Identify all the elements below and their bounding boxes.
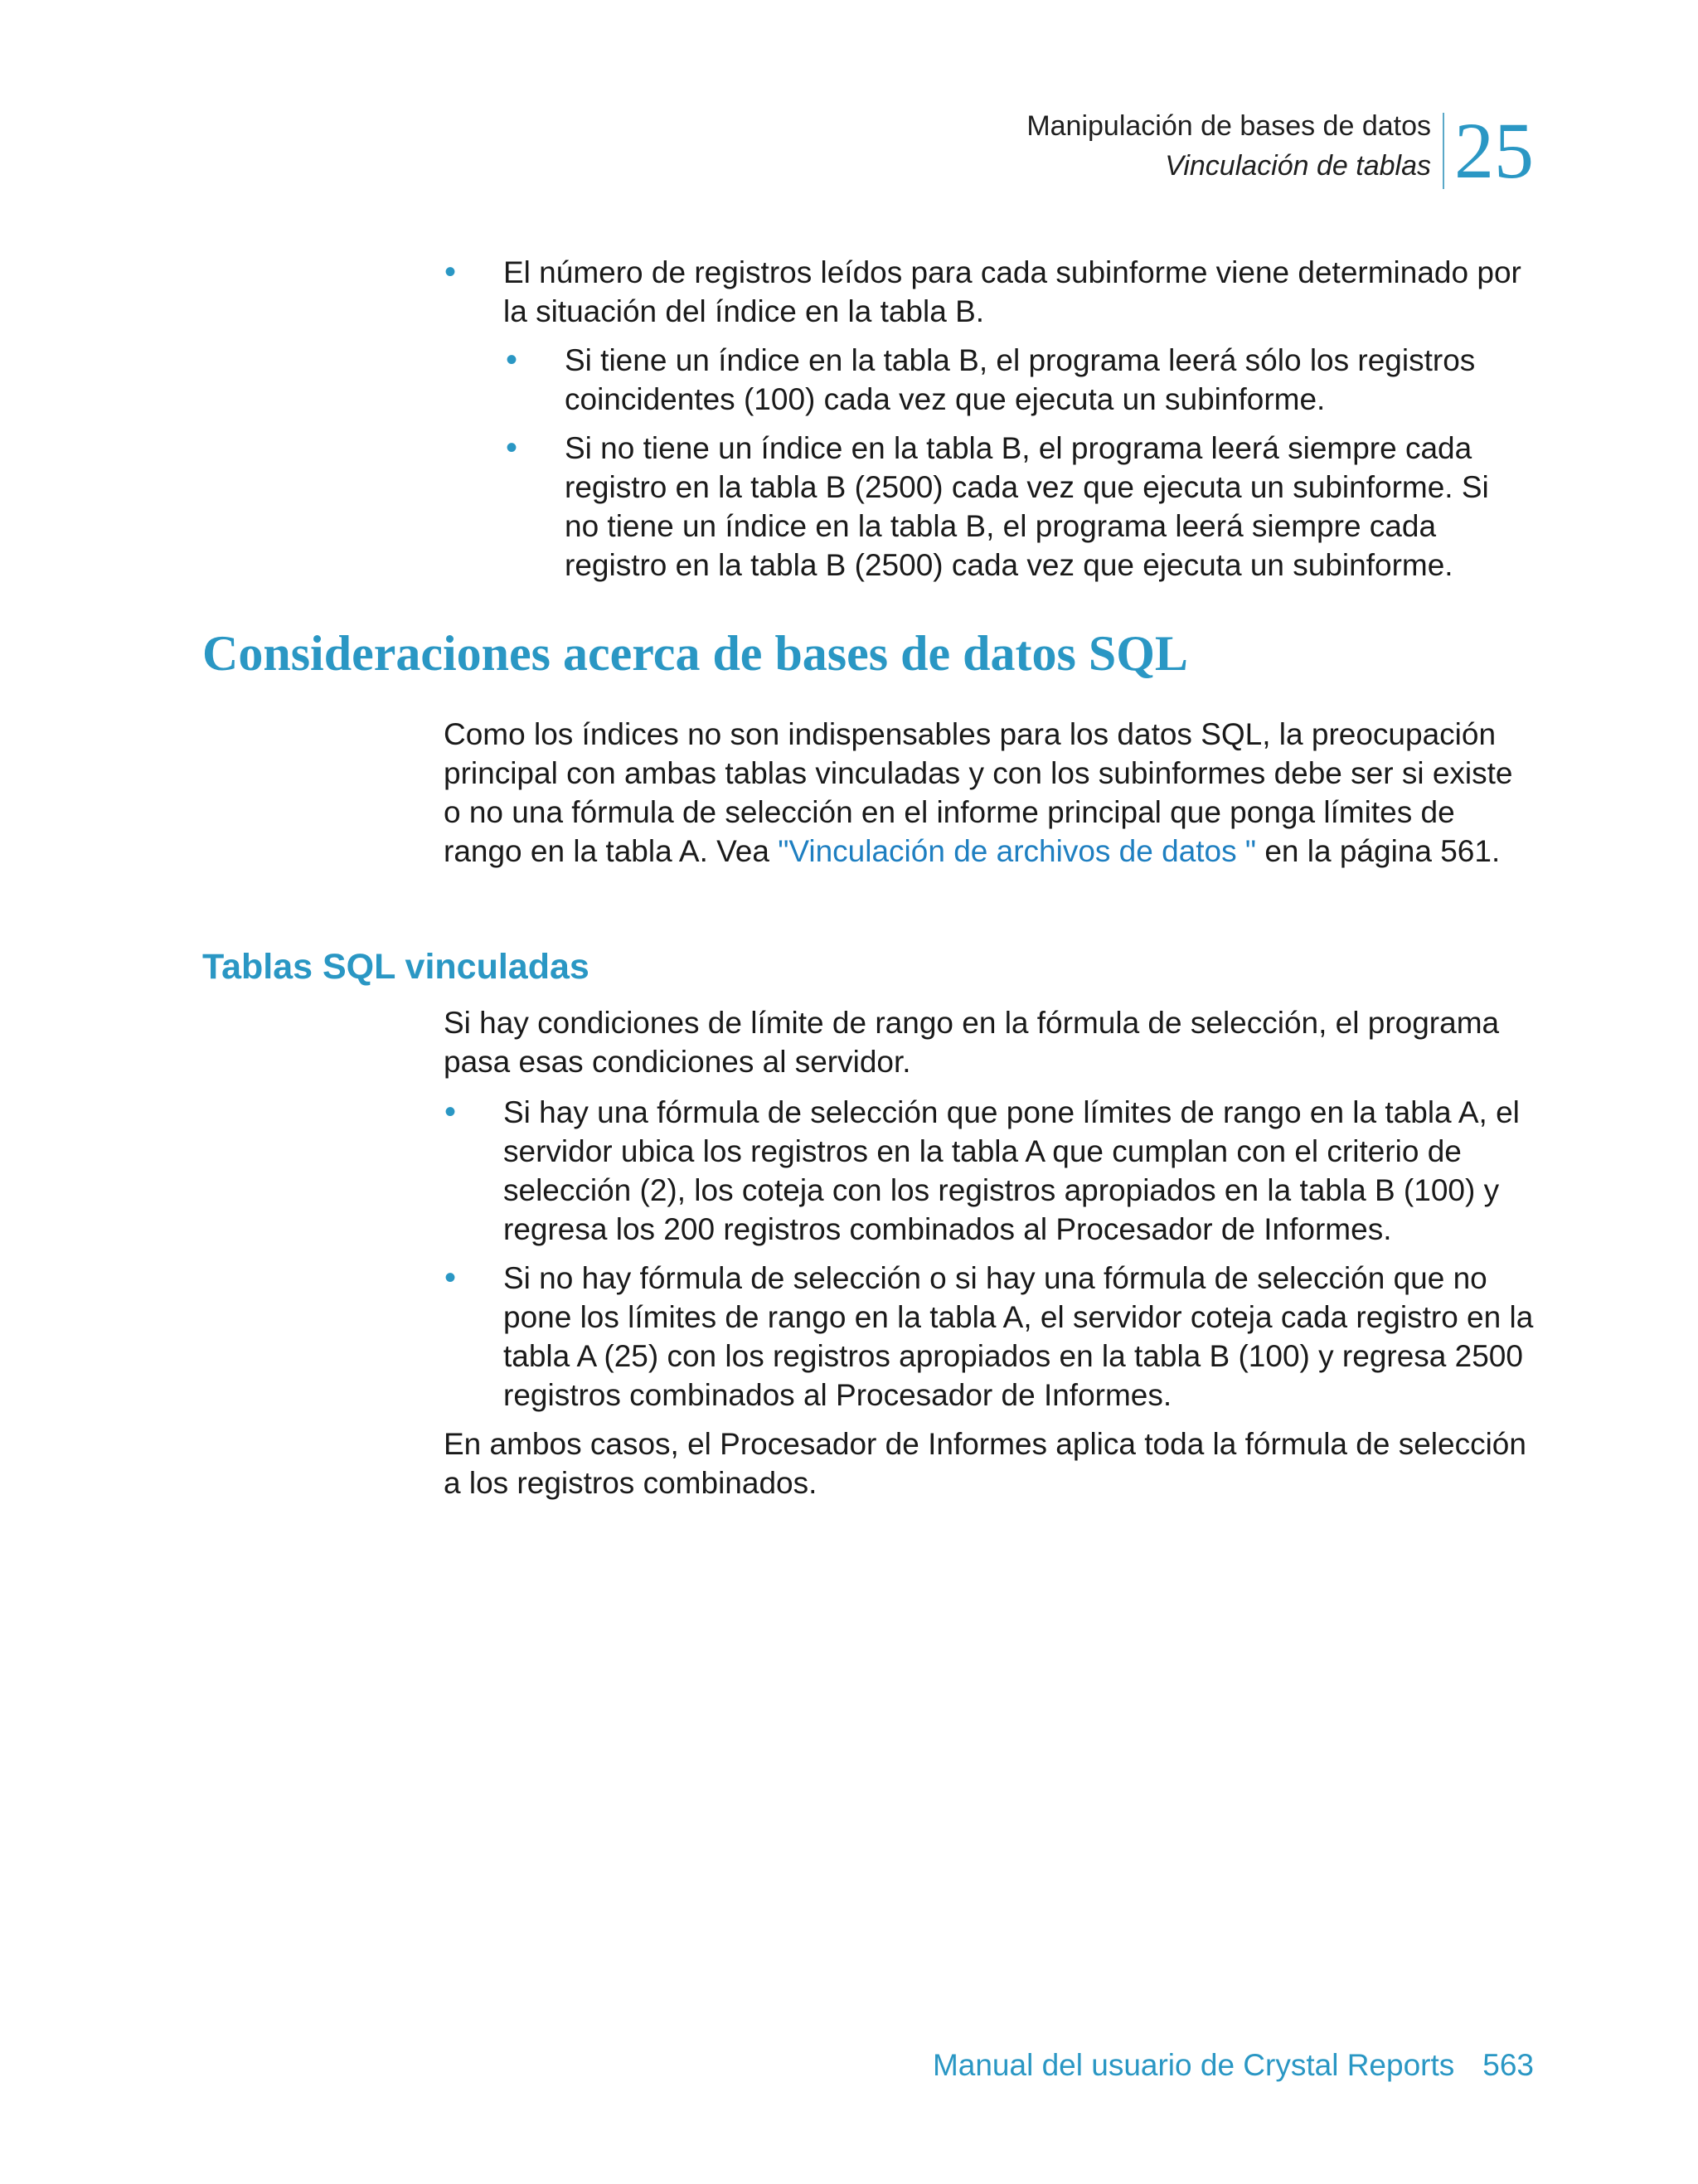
- list-item-text: Si tiene un índice en la tabla B, el programa leerá sólo los registros coincidentes (100) cada vez que ejecuta un subinforme.: [565, 343, 1476, 416]
- section-title: Vinculación de tablas: [1165, 150, 1431, 182]
- list-item-text: Si hay una fórmula de selección que pone límites de rango en la tabla A, el servidor ubica los registros en la tabla A que cumplan con el criterio de selección (2), los coteja con los registros apropiados en la tabla B (100) y regresa los 200 registros combinados al Procesador de Informes.: [503, 1095, 1520, 1246]
- chapter-number: 25: [1454, 106, 1534, 195]
- list-item-text: El número de registros leídos para cada subinforme viene determinado por la situación del índice en la tabla B.: [503, 255, 1521, 328]
- list-item: [506, 341, 1531, 419]
- bullet-icon: •: [444, 1094, 457, 1130]
- bullet-icon: •: [506, 342, 518, 378]
- paragraph-text: Como los índices no son indispensables para los datos SQL, la preocupación principal con ambas tablas vinculadas y con los subinformes debe ser si existe o no una fórmula de selección en el informe principal que ponga límites de rango en la tabla A. Vea: [444, 717, 1513, 868]
- list-item-text: Si no tiene un índice en la tabla B, el programa leerá siempre cada registro en la tabla B (2500) cada vez que ejecuta un subinforme. Si no tiene un índice en la tabla B, el programa leerá siempre cada registro en la tabla B (2500) cada vez que ejecuta un subinforme.: [565, 431, 1489, 582]
- section-paragraph: [444, 715, 1538, 871]
- subsection-heading: Tablas SQL vinculadas: [202, 947, 589, 987]
- list-item: [444, 1259, 1540, 1415]
- running-header: [1026, 106, 1534, 195]
- list-item: [444, 253, 1531, 585]
- nested-bullet-list: [503, 341, 1531, 585]
- bullet-icon: •: [444, 1259, 457, 1296]
- book-title: Manual del usuario de Crystal Reports: [932, 2048, 1455, 2082]
- subsection-bullet-list: [444, 1093, 1540, 1424]
- page-footer: [933, 2046, 1534, 2085]
- paragraph-text: en la página 561.: [1256, 834, 1501, 868]
- subsection-intro: Si hay condiciones de límite de rango en la fórmula de selección, el programa pasa esas condiciones al servidor.: [444, 1006, 1500, 1079]
- running-header-text: [1026, 106, 1443, 191]
- section-heading: Consideraciones acerca de bases de datos SQL: [202, 626, 1188, 681]
- list-item-text: Si no hay fórmula de selección o si hay una fórmula de selección que no pone los límites de rango en la tabla A, el servidor coteja cada registro en la tabla A (25) con los registros apropiados en la tabla B (100) y regresa 2500 registros combinados al Procesador de Informes.: [503, 1261, 1534, 1412]
- closing-paragraph: En ambos casos, el Procesador de Informes aplica toda la fórmula de selección a los registros combinados.: [444, 1427, 1526, 1500]
- intro-bullet-list: [444, 253, 1531, 595]
- list-item: [506, 429, 1531, 585]
- chapter-title: Manipulación de bases de datos: [1026, 110, 1431, 142]
- list-item: [444, 1093, 1540, 1249]
- page-number: 563: [1482, 2048, 1534, 2082]
- bullet-icon: •: [506, 430, 518, 466]
- bullet-icon: •: [444, 254, 457, 290]
- cross-reference-link[interactable]: "Vinculación de archivos de datos ": [778, 834, 1257, 868]
